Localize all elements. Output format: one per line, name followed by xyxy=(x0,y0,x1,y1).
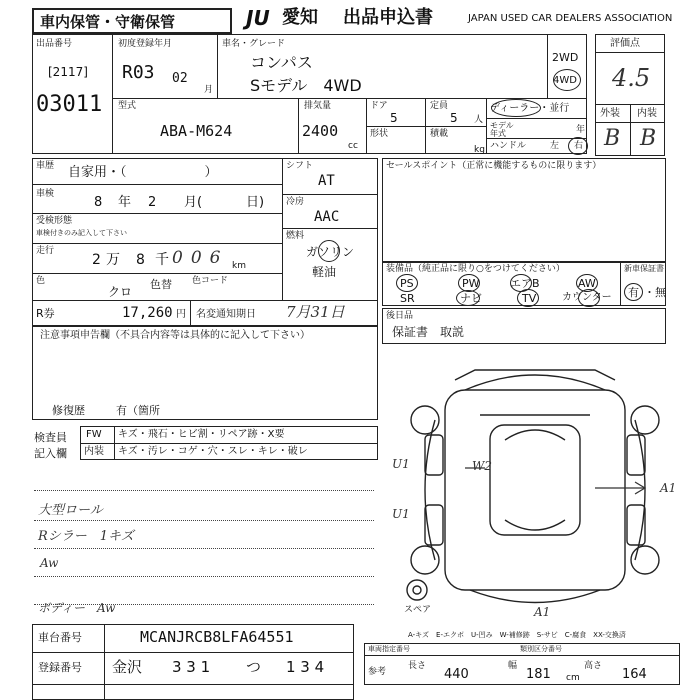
shift-value: AT xyxy=(318,173,335,189)
width-value: 181 xyxy=(526,667,551,682)
equip-tv: TV xyxy=(522,292,537,305)
doors-label: ドア xyxy=(370,101,388,111)
name-change-value: 7月31日 xyxy=(286,303,345,321)
ju-logo: JU xyxy=(246,6,270,30)
dealer-circle xyxy=(491,99,541,117)
displacement-label: 排気量 xyxy=(304,101,332,111)
postfix-value: 保証書 取説 xyxy=(392,325,465,339)
shape-label: 形状 xyxy=(370,129,389,139)
drive-4wd-circle xyxy=(553,69,581,91)
inspection-month-unit: 月( xyxy=(184,195,203,210)
type-value: ABA-M624 xyxy=(160,122,233,140)
recycle-value: 17,260 xyxy=(122,305,173,321)
capacity-value: 5 xyxy=(450,111,458,125)
hand-note-1: 大型ロール xyxy=(38,503,103,518)
equip-aw: AW xyxy=(578,277,596,290)
history-label: 車歴 xyxy=(36,161,55,171)
inspection-year: 8 xyxy=(94,195,103,210)
equip-ps: PS xyxy=(400,277,414,290)
org-name-en: JAPAN USED CAR DEALERS ASSOCIATION xyxy=(468,13,673,24)
mileage-man: 2 xyxy=(92,252,101,268)
load-label: 積載 xyxy=(430,129,449,139)
diag-w2-mark: W2 xyxy=(472,459,492,473)
notice-label: 注意事項申告欄（不具合内容等は具体的に記入して下さい） xyxy=(40,330,310,341)
equip-navi: ナビ xyxy=(460,292,482,305)
mileage-man-unit: 万 xyxy=(106,252,120,268)
color-change-label: 色替 xyxy=(150,278,172,291)
inspection-month: 2 xyxy=(148,195,157,210)
chassis-value: MCANJRCB8LFA64551 xyxy=(140,628,294,646)
drive-2wd: 2WD xyxy=(552,51,579,64)
fw-label: FW xyxy=(86,429,102,440)
displacement-unit: cc xyxy=(348,141,358,151)
model-year-label: モデル年式 xyxy=(490,121,514,138)
displacement-value: 2400 xyxy=(302,122,339,140)
color-code-label: 色コード xyxy=(192,276,229,286)
size-unit: cm xyxy=(566,673,580,683)
hand-note-3: Aw xyxy=(40,556,59,570)
aircon-value: AAC xyxy=(314,209,340,225)
repair-label: 修復歴 xyxy=(52,404,85,417)
lot-number: 03011 xyxy=(36,92,103,117)
grade-value: 4.5 xyxy=(612,64,651,92)
equip-tv-circle xyxy=(517,289,539,307)
form-title: 出品申込書 xyxy=(343,7,433,28)
diag-left-mark-1: U1 xyxy=(392,457,410,471)
recycle-label: R券 xyxy=(36,307,55,320)
int-inspect-text: キズ・汚レ・コゲ・穴・スレ・キレ・破レ xyxy=(118,446,308,457)
first-reg-month-unit: 月 xyxy=(204,85,214,95)
warranty-yes: 有 xyxy=(628,286,639,299)
fuel-diesel: 軽油 xyxy=(312,265,337,279)
ext-label: 外装 xyxy=(600,108,620,119)
first-reg-label: 初度登録年月 xyxy=(118,39,173,49)
recycle-unit: 円 xyxy=(176,309,186,320)
mileage-sen-unit: 千 xyxy=(155,252,169,268)
handle-right-circle xyxy=(568,137,588,155)
sales-points-label: セールスポイント（正常に機能するものに限ります） xyxy=(386,161,602,171)
equip-sr: SR xyxy=(400,292,415,305)
model-name: コンパス xyxy=(250,53,313,72)
size-label-1: 車両指定番号 xyxy=(368,645,410,653)
int-label: 内装 xyxy=(637,108,657,119)
mileage-sen: 8 xyxy=(136,252,145,268)
storage-stamp xyxy=(32,8,232,34)
handle-right: 右 xyxy=(574,141,584,151)
fuel-gasoline: ガソリン xyxy=(306,245,355,259)
inspector-label1: 検査員 xyxy=(34,431,67,444)
diag-spare-label: スペア xyxy=(404,605,432,615)
type-label: 型式 xyxy=(118,101,137,111)
equip-counter: カウンター xyxy=(562,292,612,303)
capacity-unit: 人 xyxy=(474,115,484,125)
handle-left: 左 xyxy=(550,141,560,151)
test-label: 受検形態 xyxy=(36,216,73,226)
model-year-unit: 年 xyxy=(576,125,586,135)
equipment-label: 装備品（純正品に限り○をつけてください） xyxy=(386,264,565,274)
length-value: 440 xyxy=(444,667,469,682)
height-label: 高さ xyxy=(584,661,603,671)
handle-label: ハンドル xyxy=(490,141,527,151)
size-sub: 類別区分番号 xyxy=(520,645,562,653)
diag-a1-right: A1 xyxy=(660,481,677,495)
plate-number: 1 3 4 xyxy=(286,658,325,676)
inspection-year-unit: 年 xyxy=(118,195,132,210)
size-label-2: 参考 xyxy=(368,667,387,677)
warranty-no: ・無 xyxy=(644,286,666,299)
color-value: クロ xyxy=(108,285,133,299)
history-value: 自家用・（ ） xyxy=(68,165,218,180)
model-label: 車名・グレード xyxy=(222,39,286,49)
plate-region: 金沢 xyxy=(112,658,143,676)
equip-navi-circle xyxy=(456,290,480,306)
damage-legend: A-キズ E-エクボ U-凹み W-補修跡 S-サビ C-腐食 XX-交換済 xyxy=(408,631,626,639)
ext-value: B xyxy=(604,126,621,151)
mileage-label: 走行 xyxy=(36,246,55,256)
warranty-label: 新車保証書 xyxy=(624,264,664,273)
color-label: 色 xyxy=(36,276,46,286)
sales-points-box xyxy=(382,158,666,262)
grade-label: 評価点 xyxy=(610,38,640,49)
diag-a1-bottom: A1 xyxy=(534,605,551,619)
int-value: B xyxy=(640,126,657,151)
repair-value: 有（箇所 xyxy=(116,404,160,417)
aircon-label: 冷房 xyxy=(286,197,305,207)
height-value: 164 xyxy=(622,667,647,682)
load-unit: kg xyxy=(474,145,485,155)
postfix-label: 後日品 xyxy=(386,311,414,321)
fuel-label: 燃料 xyxy=(286,231,305,241)
equip-airbag: エアB xyxy=(510,277,540,290)
mileage-rest: 006 xyxy=(172,248,229,268)
first-reg-year: R03 xyxy=(122,62,155,83)
plate-kana: つ xyxy=(246,658,262,676)
capacity-label: 定員 xyxy=(430,101,449,111)
diag-left-mark-2: U1 xyxy=(392,507,410,521)
storage-stamp-text: 車内保管・守衛保管 xyxy=(40,13,176,31)
warranty-yes-circle xyxy=(624,283,643,301)
car-damage-diagram xyxy=(395,350,680,620)
width-label: 幅 xyxy=(508,661,518,671)
equip-ps-circle xyxy=(396,274,418,292)
model-grade: Sモデル 4WD xyxy=(250,76,362,95)
drive-4wd: 4WD xyxy=(553,75,577,86)
hand-note-4: ボディー Aw xyxy=(38,601,116,615)
plate-label: 登録番号 xyxy=(38,661,82,674)
fw-text: キズ・飛石・ヒビ割・リペア跡・X要 xyxy=(118,429,285,440)
doors-value: 5 xyxy=(390,111,398,125)
inspector-label2: 記入欄 xyxy=(34,447,67,460)
shift-label: シフト xyxy=(286,161,314,171)
length-label: 長さ xyxy=(408,661,427,671)
inspection-day-suffix: 日) xyxy=(246,195,265,210)
inspection-label: 車検 xyxy=(36,189,55,199)
plate-class: 3 3 1 xyxy=(172,658,211,676)
hand-note-2: Rシラー 1キズ xyxy=(38,529,134,544)
lot-small: [2117] xyxy=(48,65,88,79)
lot-label: 出品番号 xyxy=(36,39,73,49)
name-change-label: 名変通知期日 xyxy=(196,309,256,320)
test-note: 車検付きのみ記入して下さい xyxy=(36,229,127,237)
mileage-unit: km xyxy=(232,261,246,271)
equip-counter-circle xyxy=(578,289,600,307)
org-name: 愛知 xyxy=(282,7,318,28)
first-reg-month: 02 xyxy=(172,71,188,86)
chassis-label: 車台番号 xyxy=(38,631,82,644)
dealer-text: ディーラー・並行 xyxy=(490,103,570,114)
int-inspect-label: 内装 xyxy=(84,446,104,457)
equip-pw: PW xyxy=(462,277,480,290)
fuel-gasoline-circle xyxy=(318,240,340,262)
